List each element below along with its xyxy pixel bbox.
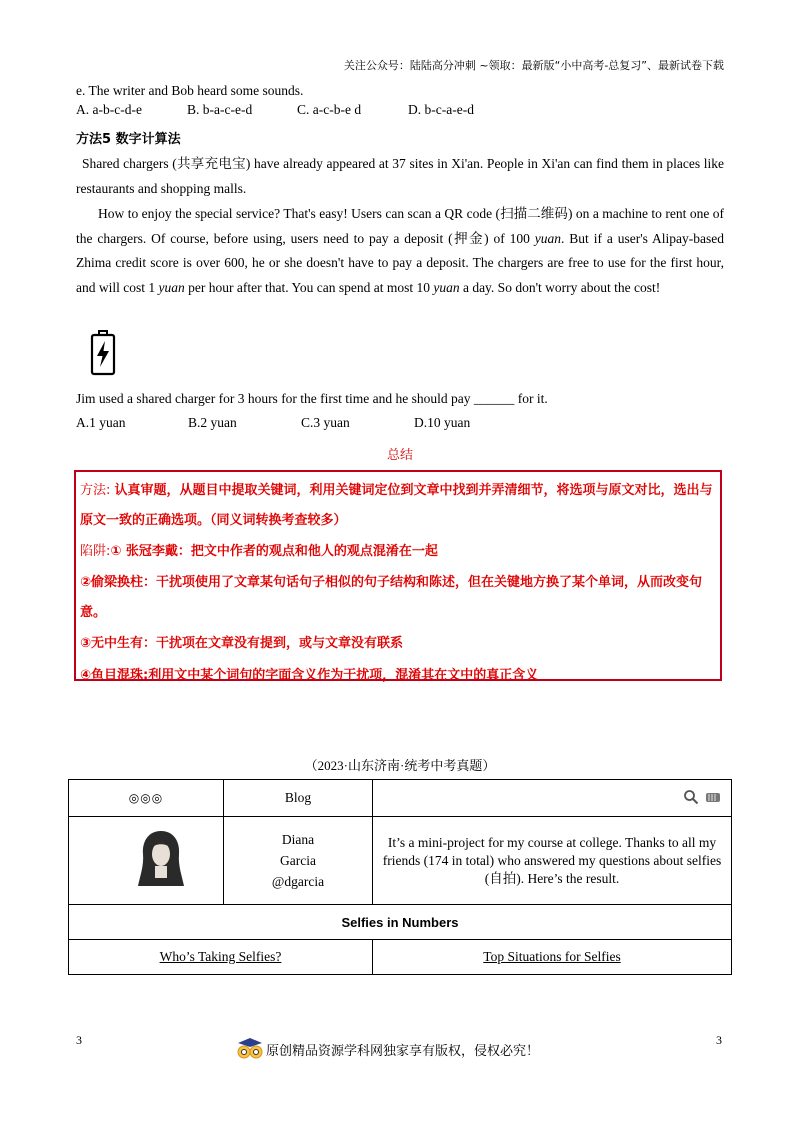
summary-trap-2: ②偷梁换柱：干扰项使用了文章某句话句子相似的句子结构和陈述，但在关键地方换了某个单词，从而改变句意。 <box>80 575 703 620</box>
user-first-name: Diana <box>281 832 315 847</box>
question-choices <box>76 415 724 433</box>
prev-choice-a: A. a-b-c-d-e <box>76 102 142 117</box>
summary-trap-1: 陷阱:① 张冠李戴：把文中作者的观点和他人的观点混淆在一起 <box>80 544 438 559</box>
search-icon[interactable] <box>683 789 699 805</box>
choice-c: C.3 yuan <box>301 415 350 430</box>
owl-logo-icon <box>236 1037 264 1061</box>
blog-intro: It’s a mini-project for my course at college. Thanks to all my friends (174 in total) who answered my questions about selfies (自拍). Here’s the result. <box>373 817 732 905</box>
method5-title: 方法5 数字计算法 <box>76 132 181 147</box>
blog-tab-label[interactable]: Blog <box>224 780 373 817</box>
link-cell-right <box>373 940 732 975</box>
stats-title: Selfies in Numbers <box>69 905 732 940</box>
user-handle[interactable]: @dgarcia <box>271 874 325 889</box>
method-label: 方法: <box>80 483 111 498</box>
prev-choices <box>76 102 724 120</box>
avatar-cell <box>69 817 224 905</box>
summary-method <box>80 476 714 536</box>
prev-choice-c: C. a-c-b-e d <box>297 102 362 117</box>
passage-paragraph-1: Shared chargers (共享充电宝) have already appeared at 37 sites in Xi'an. People in Xi'an can find them in places like restaurants and shopping malls. <box>76 156 724 196</box>
choice-d: D.10 yuan <box>414 415 471 430</box>
summary-trap-3: ③无中生有：干扰项在文章没有提到，或与文章没有联系 <box>80 636 404 651</box>
summary-trap-4: ④鱼目混珠:利用文中某个词句的字面含义作为干扰项，混淆其在文中的真正含义 <box>80 668 539 683</box>
page-number-left: 3 <box>76 1033 82 1047</box>
top-situations-link[interactable]: Top Situations for Selfies <box>483 949 621 964</box>
blog-table <box>68 779 732 975</box>
toolbar-icons <box>683 789 721 805</box>
choice-b: B.2 yuan <box>188 415 237 430</box>
method-text: 认真审题，从题目中提取关键词，利用关键词定位到文章中找到并弄清细节，将选项与原文对比，选出与原文一致的正确选项。（同义词转换考查较多） <box>80 483 713 528</box>
choice-a: A.1 yuan <box>76 415 126 430</box>
whos-taking-selfies-link[interactable]: Who’s Taking Selfies? <box>159 949 282 964</box>
blog-toolbar <box>373 780 732 817</box>
prev-choice-d: D. b-c-a-e-d <box>408 102 474 117</box>
source-title: （2023·山东济南·统考中考真题） <box>304 758 496 773</box>
window-circles: ◎◎◎ <box>69 780 224 817</box>
microphone-icon[interactable] <box>705 790 721 804</box>
header-note: 关注公众号：陆陆高分冲刺 ~领取：最新版“小中高考-总复习”、最新试卷下载 <box>343 59 724 72</box>
passage-paragraph-2: How to enjoy the special service? That's easy! Users can scan a QR code (扫描二维码) on a machine to rent one of the chargers. Of course, before using, users need to pay a deposit (押金) of 100 yuan. But if a user's Alipay-based Zhima credit score is over 600, he or she doesn't have to pay a deposit. The chargers are free to use for the first hour, and will cost 1 yuan per hour after that. You can spend at most 10 yuan a day. So don't worry about the cost! <box>76 206 724 295</box>
user-info-cell <box>224 817 373 905</box>
page-number-right: 3 <box>716 1033 722 1047</box>
battery-charging-icon <box>90 330 116 376</box>
summary-box <box>74 470 722 681</box>
question-text: Jim used a shared charger for 3 hours for the first time and he should pay ______ for it. <box>76 391 548 406</box>
avatar <box>136 828 186 890</box>
option-e-text: e. The writer and Bob heard some sounds. <box>76 83 304 98</box>
user-last-name: Garcia <box>280 853 316 868</box>
footer-copyright: 原创精品资源学科网独家享有版权，侵权必究！ <box>266 1044 540 1059</box>
prev-choice-b: B. b-a-c-e-d <box>187 102 253 117</box>
trap-label: 陷阱: <box>80 544 111 559</box>
summary-title: 总结 <box>386 448 413 463</box>
link-cell-left <box>69 940 373 975</box>
